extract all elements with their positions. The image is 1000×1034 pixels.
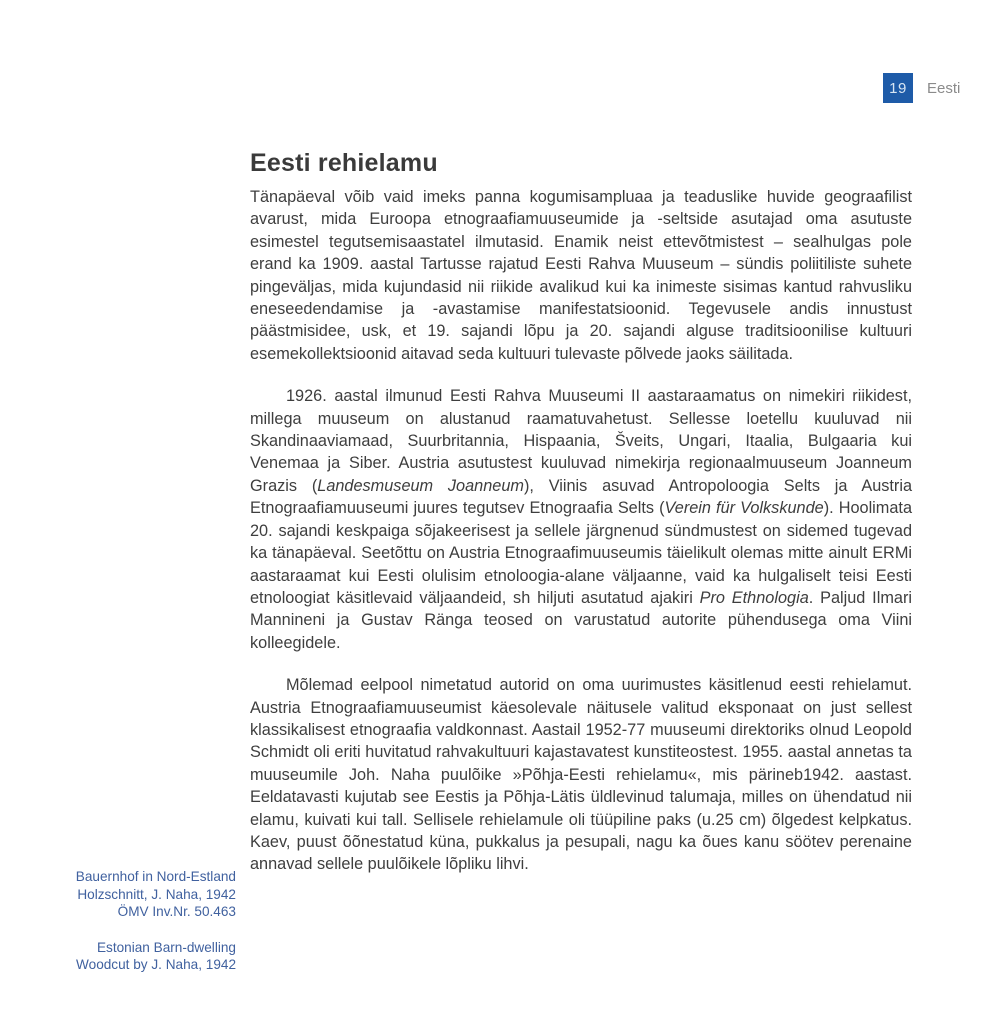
text-run: Tänapäeval võib vaid imeks panna kogumisampluaa ja teaduslike huvide geograafilist avarust, mida Euroopa etnograafiamuuseumide ja -seltside asutajad oma asutuste esimestel tegutsemisaastatel ilmutasid. Enamik neist ettevõtmistest – sealhulgas pole erand ka 1909. aastal Tartusse rajatud Eesti Rahva Muuseum – sündis poliitiliste suhete pingeväljas, mida kujundasid nii riikide avalikud kui ka inimeste sisimas kantud rahvusliku eneseedendamise ja -avastamise manifestatsioonid. Tegevusele andis innustust päästmisidee, usk, et 19. sajandi lõpu ja 20. sajandi alguse traditsioonilise kultuuri esemekollektsioonid aitavad seda kultuuri tulevaste põlvede jaoks säilitada. — [250, 188, 912, 363]
caption-line: Estonian Barn-dwelling — [96, 939, 236, 955]
page-number-badge: 19 — [883, 73, 913, 103]
caption-block — [56, 939, 236, 974]
text-run: ), Viinis asuvad Antropoloogia Selts ja Austria Etnograafiamuuseumi juures tegutsev Etnograafia Selts ( — [250, 476, 913, 518]
italic-text-run: Pro Ethnologia — [699, 588, 809, 607]
caption-line: ÖMV Inv.Nr. 50.463 — [117, 904, 236, 919]
text-run: . Paljud Ilmari Mannineni ja Gustav Ränga teosed on varustatud autorite pühendusega oma Viini kolleegidele. — [250, 588, 912, 652]
text-run: ). Hoolimata 20. sajandi keskpaiga sõjakeerisest ja sellele järgnenud sündmustest on sidemed tugevad ka tänapäeval. Seetõttu on Austria Etnograafimuuseumis täielikult olemas mitte ainult ERMi aastaraamat kui Eesti olulisim etnoloogia-alane väljaanne, vaid ka hulgaliselt teisi Eesti etnoloogiat käsitlevaid väljaandeid, sh hiljuti asutatud ajakiri — [250, 499, 912, 607]
italic-text-run: Verein für Volkskunde — [664, 499, 824, 518]
page-title: Eesti rehielamu — [250, 148, 438, 177]
text-run: Mõlemad eelpool nimetatud autorid on oma uurimustes käsitlenud eesti rehielamut. Austria Etnograafiamuuseumist käesolevale näitusele valitud eksponaat on just sellest klassikalisest etnograafia valdkonnast. Aastail 1952-77 muuseumi direktoriks olnud Leopold Schmidt oli eriti huvitatud rahvakultuuri kajastavatest kunstiteostest. 1955. aastal annetas ta muuseumile Joh. Naha puulõike »Põhja-Eesti rehielamu«, mis pärineb1942. aastast. Eeldatavasti kujutab see Eestis ja Põhja-Lätis üldlevinud talumaja, milles on ühendatud nii elamu, kuivati kui tall. Sellisele rehielamule oli tüüpiline paks (u.25 cm) õlgedest kelpkatus. Kaev, puust õõnestatud küna, pukkalus ja pesupali, nagu ka õues kanu söötev perenaine annavad sellele puulõikele lõpliku lihvi. — [250, 676, 912, 874]
caption-block — [56, 868, 236, 921]
section-label: Eesti — [927, 79, 961, 97]
text-run: 1926. aastal ilmunud Eesti Rahva Muuseumi II aastaraamatus on nimekiri riikidest, millega muuseum on alustanud raamatuvahetust. Sellesse loetellu kuuluvad nii Skandinaaviamaad, Suurbritannia, Hispaania, Šveits, Ungari, Itaalia, Bulgaaria kui Venemaa ja Siber. Austria asutustest kuuluvad nimekirja regionaalmuuseum Joanneum Grazis ( — [250, 387, 912, 495]
image-captions — [56, 868, 236, 974]
paragraph — [250, 385, 912, 654]
page-header — [883, 73, 960, 103]
paragraph — [250, 186, 912, 365]
caption-line: Bauernhof in Nord-Estland — [75, 869, 236, 884]
caption-line: Woodcut by J. Naha, 1942 — [76, 957, 236, 972]
article-body — [250, 186, 912, 896]
paragraph — [250, 674, 912, 876]
italic-text-run: Landesmuseum Joanneum — [317, 476, 524, 495]
caption-line: Holzschnitt, J. Naha, 1942 — [77, 886, 236, 902]
